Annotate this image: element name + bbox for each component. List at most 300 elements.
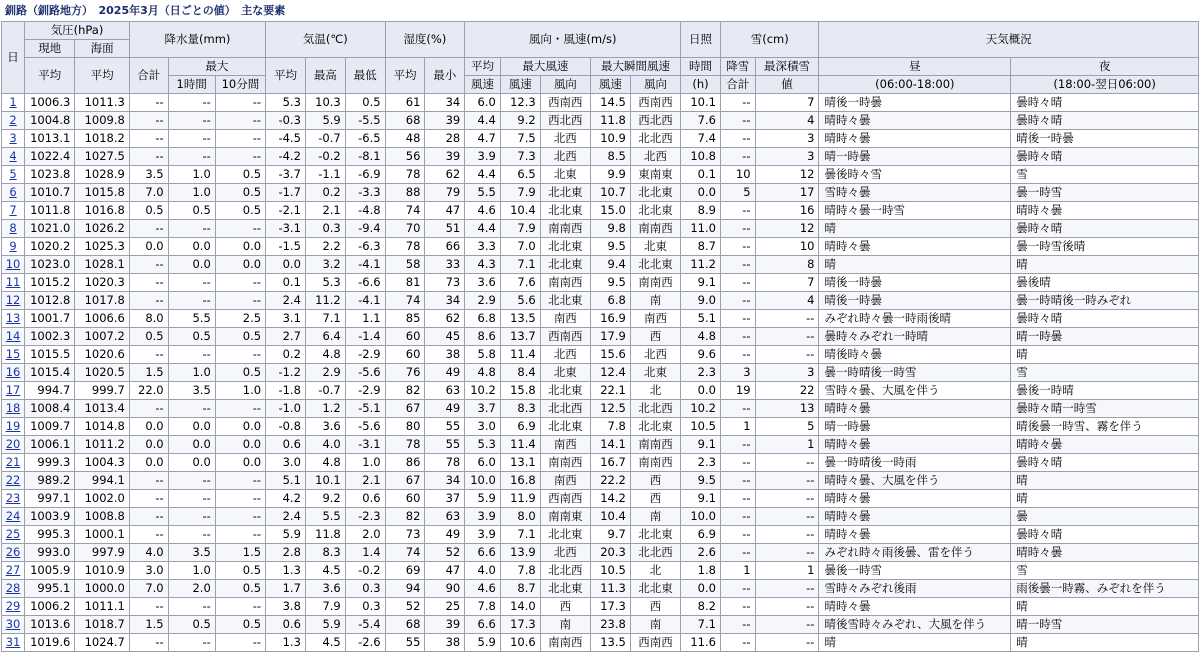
day-link[interactable]: 26 [5,545,21,559]
cell-weather-night: 曇時々晴 [1011,112,1199,130]
cell-hum-avg: 78 [385,238,425,256]
cell-snow-depth: -- [755,490,819,508]
cell-precip-total: -- [129,130,168,148]
cell-day[interactable] [2,544,25,562]
cell-precip-1h: -- [168,508,215,526]
cell-weather-night: 晴時々曇 [1011,544,1199,562]
cell-hum-avg: 74 [385,544,425,562]
cell-wind-gust-speed: 16.9 [590,310,630,328]
cell-sun-hours: 10.2 [681,400,721,418]
cell-temp-avg: -3.1 [266,220,306,238]
day-link[interactable]: 12 [5,293,21,307]
cell-temp-min: 1.4 [345,544,385,562]
cell-day[interactable] [2,400,25,418]
day-link[interactable]: 8 [9,221,17,235]
cell-temp-max: 11.8 [305,526,345,544]
cell-day[interactable] [2,202,25,220]
day-link[interactable]: 15 [5,347,21,361]
cell-precip-10m: 0.5 [215,328,265,346]
day-link[interactable]: 30 [5,617,21,631]
weather-table [1,21,1199,652]
cell-precip-total: -- [129,346,168,364]
cell-temp-max: 4.8 [305,346,345,364]
cell-precip-1h: 2.0 [168,580,215,598]
cell-hum-avg: 82 [385,508,425,526]
cell-sun-hours: 8.2 [681,598,721,616]
cell-temp-max: 2.2 [305,238,345,256]
cell-wind-max-dir: 北東 [540,166,590,184]
cell-wind-gust-dir: 西南西 [630,94,680,112]
cell-wind-max-dir: 南南西 [540,454,590,472]
cell-hum-avg: 52 [385,598,425,616]
cell-day[interactable] [2,220,25,238]
cell-temp-max: 10.3 [305,94,345,112]
day-link[interactable]: 5 [9,167,17,181]
cell-wind-gust-speed: 14.1 [590,436,630,454]
cell-day[interactable] [2,130,25,148]
cell-day[interactable] [2,418,25,436]
cell-snowfall: 1 [720,418,755,436]
day-link[interactable]: 13 [5,311,21,325]
table-row [2,292,1199,310]
cell-wind-max-dir: 南 [540,616,590,634]
cell-wind-max-dir: 南南西 [540,634,590,652]
cell-sun-hours: 2.3 [681,454,721,472]
header-wind-max-dir: 風向 [540,76,590,94]
cell-temp-avg: -1.5 [266,238,306,256]
cell-precip-10m: -- [215,130,265,148]
cell-wind-gust-speed: 22.2 [590,472,630,490]
day-link[interactable]: 1 [9,95,17,109]
cell-snow-depth: -- [755,526,819,544]
cell-precip-10m: 0.5 [215,616,265,634]
cell-weather-day: 雪時々みぞれ後雨 [819,580,1011,598]
header-wind-max: 最大風速 [500,58,590,76]
cell-day[interactable] [2,580,25,598]
day-link[interactable]: 10 [5,257,21,271]
cell-day[interactable] [2,112,25,130]
cell-wind-gust-dir: 南南西 [630,220,680,238]
cell-wind-avg: 4.7 [465,130,501,148]
cell-temp-avg: -1.8 [266,382,306,400]
day-link[interactable]: 22 [5,473,21,487]
cell-weather-day: 晴後一時曇 [819,94,1011,112]
cell-hum-min: 39 [425,112,465,130]
cell-day[interactable] [2,382,25,400]
cell-weather-day: 晴時々曇 [819,130,1011,148]
cell-weather-day: 晴時々曇 [819,436,1011,454]
cell-wind-avg: 5.3 [465,436,501,454]
cell-weather-night: 晴 [1011,490,1199,508]
day-link[interactable]: 3 [9,131,17,145]
cell-precip-total: 3.0 [129,562,168,580]
cell-wind-gust-dir: 西南西 [630,634,680,652]
cell-pressure-station: 1023.0 [25,256,75,274]
cell-weather-night: 曇時々晴一時雪 [1011,400,1199,418]
cell-wind-avg: 4.3 [465,256,501,274]
cell-temp-avg: 1.3 [266,634,306,652]
cell-pressure-sea: 1028.1 [75,256,130,274]
cell-day[interactable] [2,472,25,490]
header-weather-day: 昼 [819,58,1011,76]
cell-wind-avg: 3.9 [465,526,501,544]
cell-wind-avg: 6.6 [465,544,501,562]
day-link[interactable]: 6 [9,185,17,199]
cell-wind-gust-speed: 9.4 [590,256,630,274]
header-wind-gust: 最大瞬間風速 [590,58,680,76]
cell-weather-night: 晴 [1011,634,1199,652]
cell-wind-max-speed: 5.6 [500,292,540,310]
cell-hum-avg: 86 [385,454,425,472]
cell-wind-avg: 2.9 [465,292,501,310]
cell-wind-max-speed: 7.3 [500,148,540,166]
day-link[interactable]: 27 [5,563,21,577]
cell-snowfall: -- [720,130,755,148]
cell-wind-gust-speed: 11.3 [590,580,630,598]
cell-sun-hours: 9.1 [681,274,721,292]
cell-temp-min: -4.1 [345,256,385,274]
day-link[interactable]: 25 [5,527,21,541]
cell-hum-min: 38 [425,634,465,652]
cell-pressure-station: 1010.7 [25,184,75,202]
cell-day[interactable] [2,436,25,454]
table-row [2,238,1199,256]
cell-pressure-station: 1006.3 [25,94,75,112]
cell-pressure-sea: 1000.0 [75,580,130,598]
day-link[interactable]: 2 [9,113,17,127]
header-temp-avg: 平均 [266,58,306,94]
cell-hum-avg: 56 [385,148,425,166]
cell-wind-max-speed: 8.7 [500,580,540,598]
cell-weather-night: 曇 [1011,508,1199,526]
cell-precip-1h: 0.0 [168,418,215,436]
cell-pressure-station: 1006.2 [25,598,75,616]
cell-weather-night: 晴 [1011,256,1199,274]
cell-pressure-station: 1015.2 [25,274,75,292]
header-pressure: 気圧(hPa) [25,22,130,40]
header-wind-avg-speed: 風速 [465,76,501,94]
cell-wind-max-dir: 北東 [540,364,590,382]
header-temp-max: 最高 [305,58,345,94]
cell-pressure-sea: 1004.3 [75,454,130,472]
cell-precip-10m: -- [215,472,265,490]
cell-wind-max-dir: 北北東 [540,580,590,598]
cell-hum-min: 62 [425,310,465,328]
cell-precip-total: 0.0 [129,238,168,256]
cell-sun-hours: 8.9 [681,202,721,220]
cell-hum-avg: 61 [385,94,425,112]
cell-wind-max-speed: 7.6 [500,274,540,292]
cell-snowfall: -- [720,580,755,598]
day-link[interactable]: 21 [5,455,21,469]
cell-wind-avg: 5.5 [465,184,501,202]
cell-wind-gust-speed: 15.6 [590,346,630,364]
cell-wind-max-speed: 8.0 [500,508,540,526]
cell-pressure-station: 1006.1 [25,436,75,454]
cell-snowfall: -- [720,508,755,526]
cell-temp-min: -2.9 [345,346,385,364]
cell-pressure-station: 1015.5 [25,346,75,364]
cell-temp-min: -5.6 [345,418,385,436]
cell-temp-max: 4.0 [305,436,345,454]
cell-pressure-station: 1009.7 [25,418,75,436]
cell-temp-min: 2.0 [345,526,385,544]
cell-day[interactable] [2,634,25,652]
cell-pressure-sea: 1028.9 [75,166,130,184]
cell-wind-avg: 6.8 [465,310,501,328]
cell-hum-avg: 70 [385,220,425,238]
cell-precip-total: 1.5 [129,364,168,382]
cell-wind-gust-dir: 北北西 [630,130,680,148]
cell-precip-1h: 0.0 [168,454,215,472]
cell-precip-10m: 0.0 [215,256,265,274]
cell-day[interactable] [2,166,25,184]
cell-wind-gust-dir: 西 [630,472,680,490]
day-link[interactable]: 20 [5,437,21,451]
cell-pressure-station: 995.3 [25,526,75,544]
day-link[interactable]: 24 [5,509,21,523]
cell-wind-gust-dir: 北東 [630,238,680,256]
cell-weather-day: みぞれ時々雨後曇、雷を伴う [819,544,1011,562]
header-precip: 降水量(mm) [129,22,265,58]
cell-sun-hours: 9.6 [681,346,721,364]
cell-weather-day: 晴 [819,634,1011,652]
cell-wind-gust-speed: 12.5 [590,400,630,418]
cell-weather-night: 晴時々曇 [1011,202,1199,220]
cell-snow-depth: 3 [755,364,819,382]
day-link[interactable]: 7 [9,203,17,217]
cell-temp-min: 2.1 [345,472,385,490]
day-link[interactable]: 4 [9,149,17,163]
cell-precip-10m: 1.5 [215,544,265,562]
cell-hum-min: 39 [425,148,465,166]
cell-precip-1h: -- [168,400,215,418]
cell-temp-max: 10.1 [305,472,345,490]
day-link[interactable]: 9 [9,239,17,253]
cell-precip-10m: 0.5 [215,166,265,184]
cell-snow-depth: -- [755,634,819,652]
cell-temp-max: 5.9 [305,112,345,130]
cell-day[interactable] [2,364,25,382]
cell-temp-avg: -1.2 [266,364,306,382]
cell-snowfall: -- [720,454,755,472]
cell-precip-10m: -- [215,274,265,292]
cell-pressure-sea: 1006.6 [75,310,130,328]
cell-wind-max-speed: 6.5 [500,166,540,184]
cell-day[interactable] [2,94,25,112]
cell-wind-max-speed: 12.3 [500,94,540,112]
cell-temp-min: -1.4 [345,328,385,346]
cell-snow-depth: 22 [755,382,819,400]
cell-day[interactable] [2,562,25,580]
cell-temp-avg: 0.1 [266,274,306,292]
header-wind-max-speed: 風速 [500,76,540,94]
cell-wind-max-speed: 14.0 [500,598,540,616]
cell-snow-depth: -- [755,346,819,364]
table-row [2,598,1199,616]
cell-temp-max: 7.1 [305,310,345,328]
cell-day[interactable] [2,346,25,364]
cell-day[interactable] [2,256,25,274]
cell-temp-max: 2.9 [305,364,345,382]
table-row [2,94,1199,112]
cell-day[interactable] [2,238,25,256]
cell-day[interactable] [2,310,25,328]
cell-pressure-station: 1013.6 [25,616,75,634]
table-row [2,130,1199,148]
cell-pressure-station: 994.7 [25,382,75,400]
cell-wind-max-speed: 7.1 [500,256,540,274]
cell-precip-total: -- [129,94,168,112]
cell-wind-max-dir: 南西 [540,472,590,490]
cell-precip-10m: -- [215,634,265,652]
table-row [2,508,1199,526]
table-row [2,274,1199,292]
cell-wind-max-dir: 西南西 [540,328,590,346]
cell-weather-day: 曇後時々雪 [819,166,1011,184]
cell-wind-gust-speed: 7.8 [590,418,630,436]
day-link[interactable]: 19 [5,419,21,433]
day-link[interactable]: 28 [5,581,21,595]
header-hum-min: 最小 [425,58,465,94]
cell-pressure-station: 1015.4 [25,364,75,382]
cell-wind-gust-dir: 東南東 [630,166,680,184]
day-link[interactable]: 17 [5,383,21,397]
cell-precip-1h: -- [168,598,215,616]
cell-sun-hours: 9.1 [681,436,721,454]
cell-day[interactable] [2,328,25,346]
cell-weather-day: 雪時々曇、大風を伴う [819,382,1011,400]
cell-wind-avg: 4.0 [465,562,501,580]
cell-wind-gust-dir: 南南西 [630,274,680,292]
cell-weather-night: 曇後晴 [1011,274,1199,292]
header-day: 日 [2,22,25,94]
table-row [2,256,1199,274]
header-snowfall: 降雪 [720,58,755,76]
header-wind-gust-speed: 風速 [590,76,630,94]
cell-sun-hours: 10.0 [681,508,721,526]
cell-day[interactable] [2,616,25,634]
cell-precip-1h: 3.5 [168,382,215,400]
cell-wind-max-dir: 北北東 [540,202,590,220]
cell-precip-10m: -- [215,346,265,364]
cell-hum-avg: 67 [385,400,425,418]
cell-hum-min: 78 [425,454,465,472]
cell-weather-day: 晴時々曇一時雪 [819,202,1011,220]
cell-snowfall: -- [720,400,755,418]
cell-pressure-sea: 1008.8 [75,508,130,526]
cell-precip-10m: 2.5 [215,310,265,328]
cell-precip-10m: -- [215,94,265,112]
cell-wind-gust-speed: 23.8 [590,616,630,634]
cell-temp-min: -2.6 [345,634,385,652]
cell-weather-day: みぞれ時々曇一時雨後晴 [819,310,1011,328]
cell-precip-10m: -- [215,400,265,418]
cell-sun-hours: 5.1 [681,310,721,328]
cell-day[interactable] [2,454,25,472]
cell-snowfall: 3 [720,364,755,382]
cell-temp-avg: 3.0 [266,454,306,472]
cell-wind-max-speed: 7.5 [500,130,540,148]
cell-day[interactable] [2,598,25,616]
day-link[interactable]: 23 [5,491,21,505]
cell-temp-min: -5.4 [345,616,385,634]
cell-wind-max-speed: 7.9 [500,220,540,238]
day-link[interactable]: 11 [5,275,21,289]
cell-temp-max: -1.1 [305,166,345,184]
cell-sun-hours: 11.6 [681,634,721,652]
cell-weather-night: 晴 [1011,598,1199,616]
cell-precip-total: 8.0 [129,310,168,328]
cell-precip-10m: 0.0 [215,238,265,256]
day-link[interactable]: 14 [5,329,21,343]
cell-temp-max: -0.7 [305,382,345,400]
day-link[interactable]: 31 [5,635,21,649]
day-link[interactable]: 18 [5,401,21,415]
cell-snow-depth: 13 [755,400,819,418]
cell-temp-avg: 3.8 [266,598,306,616]
cell-wind-gust-dir: 北西 [630,346,680,364]
cell-wind-gust-speed: 15.0 [590,202,630,220]
day-link[interactable]: 29 [5,599,21,613]
cell-wind-gust-speed: 9.8 [590,220,630,238]
cell-precip-total: 1.5 [129,616,168,634]
cell-weather-day: 雪時々曇 [819,184,1011,202]
cell-precip-total: 3.5 [129,166,168,184]
cell-snow-depth: 5 [755,418,819,436]
cell-day[interactable] [2,508,25,526]
cell-sun-hours: 9.1 [681,490,721,508]
header-wind-gust-dir: 風向 [630,76,680,94]
cell-wind-gust-speed: 10.7 [590,184,630,202]
cell-weather-night: 曇一時雪後晴 [1011,238,1199,256]
cell-precip-1h: 0.5 [168,616,215,634]
header-hum-avg: 平均 [385,58,425,94]
cell-snowfall: -- [720,616,755,634]
cell-precip-10m: 0.5 [215,562,265,580]
cell-pressure-station: 1021.0 [25,220,75,238]
cell-day[interactable] [2,148,25,166]
cell-wind-avg: 7.8 [465,598,501,616]
cell-hum-avg: 73 [385,526,425,544]
cell-wind-max-dir: 北北東 [540,526,590,544]
header-pressure-sea: 海面 [75,40,130,58]
cell-hum-min: 34 [425,292,465,310]
cell-pressure-sea: 1016.8 [75,202,130,220]
cell-hum-avg: 68 [385,616,425,634]
cell-day[interactable] [2,274,25,292]
cell-sun-hours: 9.0 [681,292,721,310]
table-row [2,184,1199,202]
cell-wind-max-speed: 11.4 [500,436,540,454]
day-link[interactable]: 16 [5,365,21,379]
cell-weather-night: 晴 [1011,346,1199,364]
cell-temp-avg: -0.3 [266,112,306,130]
cell-temp-max: 1.2 [305,400,345,418]
cell-day[interactable] [2,490,25,508]
cell-wind-max-dir: 北西 [540,346,590,364]
cell-temp-max: 5.5 [305,508,345,526]
cell-day[interactable] [2,184,25,202]
cell-pressure-sea: 1011.2 [75,436,130,454]
cell-day[interactable] [2,526,25,544]
cell-temp-avg: -0.8 [266,418,306,436]
cell-wind-gust-speed: 12.4 [590,364,630,382]
cell-wind-max-dir: 北北西 [540,400,590,418]
cell-wind-max-speed: 6.9 [500,418,540,436]
cell-day[interactable] [2,292,25,310]
cell-wind-gust-dir: 南南西 [630,436,680,454]
